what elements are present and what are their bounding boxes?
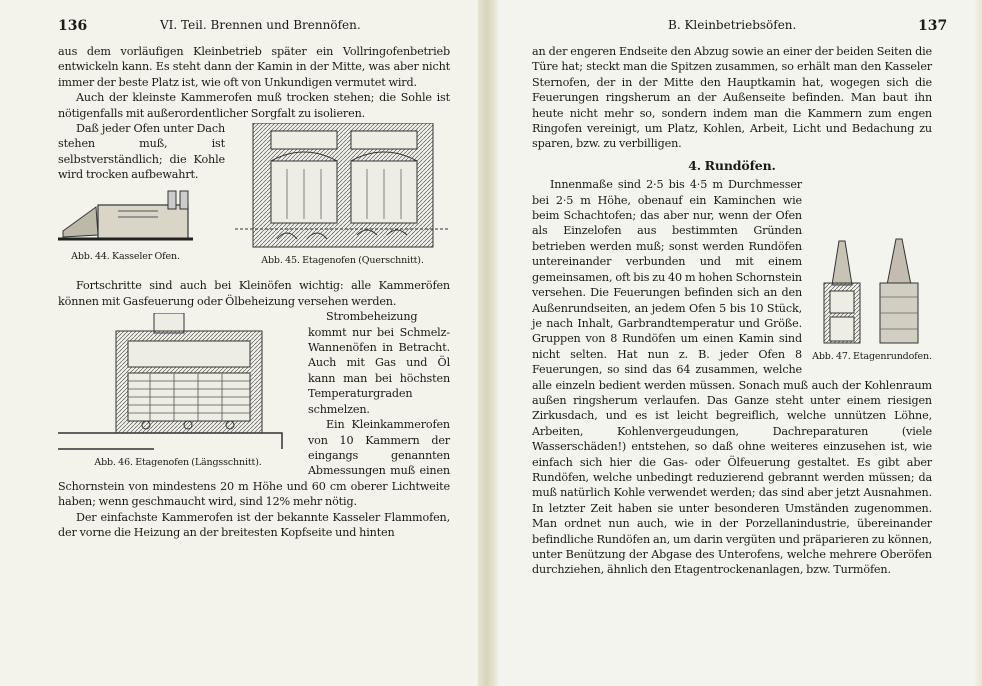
figure-caption: Abb. 45. Etagenofen (Querschnitt).	[261, 255, 424, 267]
section-heading: 4. Rundöfen.	[688, 157, 776, 173]
page-number: 137	[918, 18, 948, 34]
paragraph: Fortschritte sind auch bei Kleinöfen wichtig: alle Kammeröfen können mit Gasfeuerung oder Ölbeheizung versehen werden.	[58, 279, 450, 308]
figure-caption: Abb. 46. Etagenofen (Längsschnitt).	[94, 457, 262, 469]
figure-caption: Abb. 44. Kasseler Ofen.	[71, 250, 180, 262]
figure-47-box	[812, 237, 932, 364]
figure-45-box	[235, 123, 450, 268]
page-number: 136	[58, 18, 88, 34]
right-text-column	[532, 44, 932, 578]
paragraph: Innenmaße sind 2·5 bis 4·5 m Durchmesser bei 2·5 m Höhe, obenauf ein Kaminchen wie beim Schachtofen; das aber nur, wenn der Ofen als Einzelofen aus bestimmten Gründen betrieben werden muß; sonst werden Rundöfen untereinander verbunden und mit einem gemeinsamen, oft bis zu 40 m hohen Schornstein versehen. Die Feuerungen befinden sich an den Außenrundseiten, an jedem Ofen 5 bis 10 Stück, je nach Inhalt, Garbrandtemperatur und Größe. Gruppen von 8 Rundöfen um einen Kamin sind nicht selten. Hat nun z. B. jeder Ofen 8 Feuerungen, so sind das 64 zusammen, welche alle einzeln bedient werden müssen. Sonach muß auch der Kohlenraum außen ringsherum verlaufen. Das Ganze steht unter einem riesigen Zirkusdach, und es ist leicht begreiflich, welche unnützen Löhne, Arbeiten, Kohlenvergeudungen, Dachreparaturen (viele Wasserschäden!) entstehen, so daß ohne weiteres einzusehen ist, wie einfach sich hier die Gas- oder Ölfeuerung gestaltet. Es gibt aber Rundöfen, welche unbedingt reduzierend gebrannt werden müssen; da muß natürlich Kohle verwendet werden; das sind aber jetzt Ausnahmen. In letzter Zeit haben sie unter besonderen Umständen zugenommen. Man ordnet nun auch, wie in der Porzellanindustrie, übereinander befindliche Rundöfen an, um darin vergüten und präparieren zu können, unter Benützung der Abgase des Unterofens, welche mehrere Oberöfen durchziehen, ähnlich den Etagentrockenanlagen, bzw. Turmöfen.	[532, 178, 932, 577]
figure-kasseler-ofen	[58, 189, 193, 247]
figure-44-box	[58, 189, 193, 264]
figure-etagenrundofen	[812, 237, 932, 347]
figure-caption: Abb. 47. Etagenrundofen.	[812, 351, 932, 363]
running-head: VI. Teil. Brennen und Brennöfen.	[160, 18, 361, 32]
paragraph: an der engeren Endseite den Abzug sowie an einer der beiden Seiten die Türe hat; steckt man die Spitzen zusammen, so erhält man den Kasseler Sternofen, der in der Mitte den Hauptkamin hat, wogegen sich die Feuerungen ringsherum an der Außenseite befinden. Man baut ihn heute nicht mehr so, sondern indem man die Kammern zum engen Ringofen vereinigt, um Platz, Kohlen, Arbeit, Licht und Bedachung zu sparen, bzw. zu verbilligen.	[532, 45, 932, 151]
paragraph: aus dem vorläufigen Kleinbetrieb später ein Vollringofenbetrieb entwickeln kann. Es steht dann der Kamin in der Mitte, was aber nicht immer der beste Platz ist, wie oft von Unkundigen vermutet wird.	[58, 45, 450, 89]
paragraph: Auch der kleinste Kammerofen muß trocken stehen; die Sohle ist nötigenfalls mit außerordentlicher Sorgfalt zu isolieren.	[58, 91, 450, 120]
kiln-body	[98, 205, 188, 239]
figure-etagenofen-laengsschnitt	[58, 313, 298, 453]
paragraph: Der einfachste Kammerofen ist der bekannte Kasseler Flammofen, der vorne die Heizung an der breitesten Kopfseite und hinten	[58, 510, 450, 539]
paragraph: Ein Kleinkammerofen von 10 Kammern der eingangs genannten Abmessungen muß einen Schornstein von mindestens 20 m Höhe und 60 cm oberer Lichtweite haben; wenn geschmaucht wird, sind 12% mehr nötig.	[58, 418, 450, 509]
paragraph: Daß jeder Ofen unter Dach stehen muß, ist selbstverständlich; die Kohle wird trocken aufbewahrt.	[58, 122, 225, 182]
figure-etagenofen-querschnitt	[235, 123, 450, 251]
running-head: B. Kleinbetriebsöfen.	[668, 18, 797, 32]
kiln-section	[824, 241, 860, 343]
kiln-elevation	[880, 239, 918, 343]
page-edge	[974, 0, 982, 686]
book-gutter	[478, 0, 498, 686]
figure-46-box	[58, 313, 298, 470]
paragraph: Strombeheizung kommt nur bei Schmelz-Wannenöfen in Betracht. Auch mit Gas und Öl kann man bei höchsten Temperaturgraden schmelzen.	[308, 310, 450, 416]
left-text-column	[58, 44, 450, 540]
right-page	[498, 0, 982, 686]
left-page	[0, 0, 478, 686]
